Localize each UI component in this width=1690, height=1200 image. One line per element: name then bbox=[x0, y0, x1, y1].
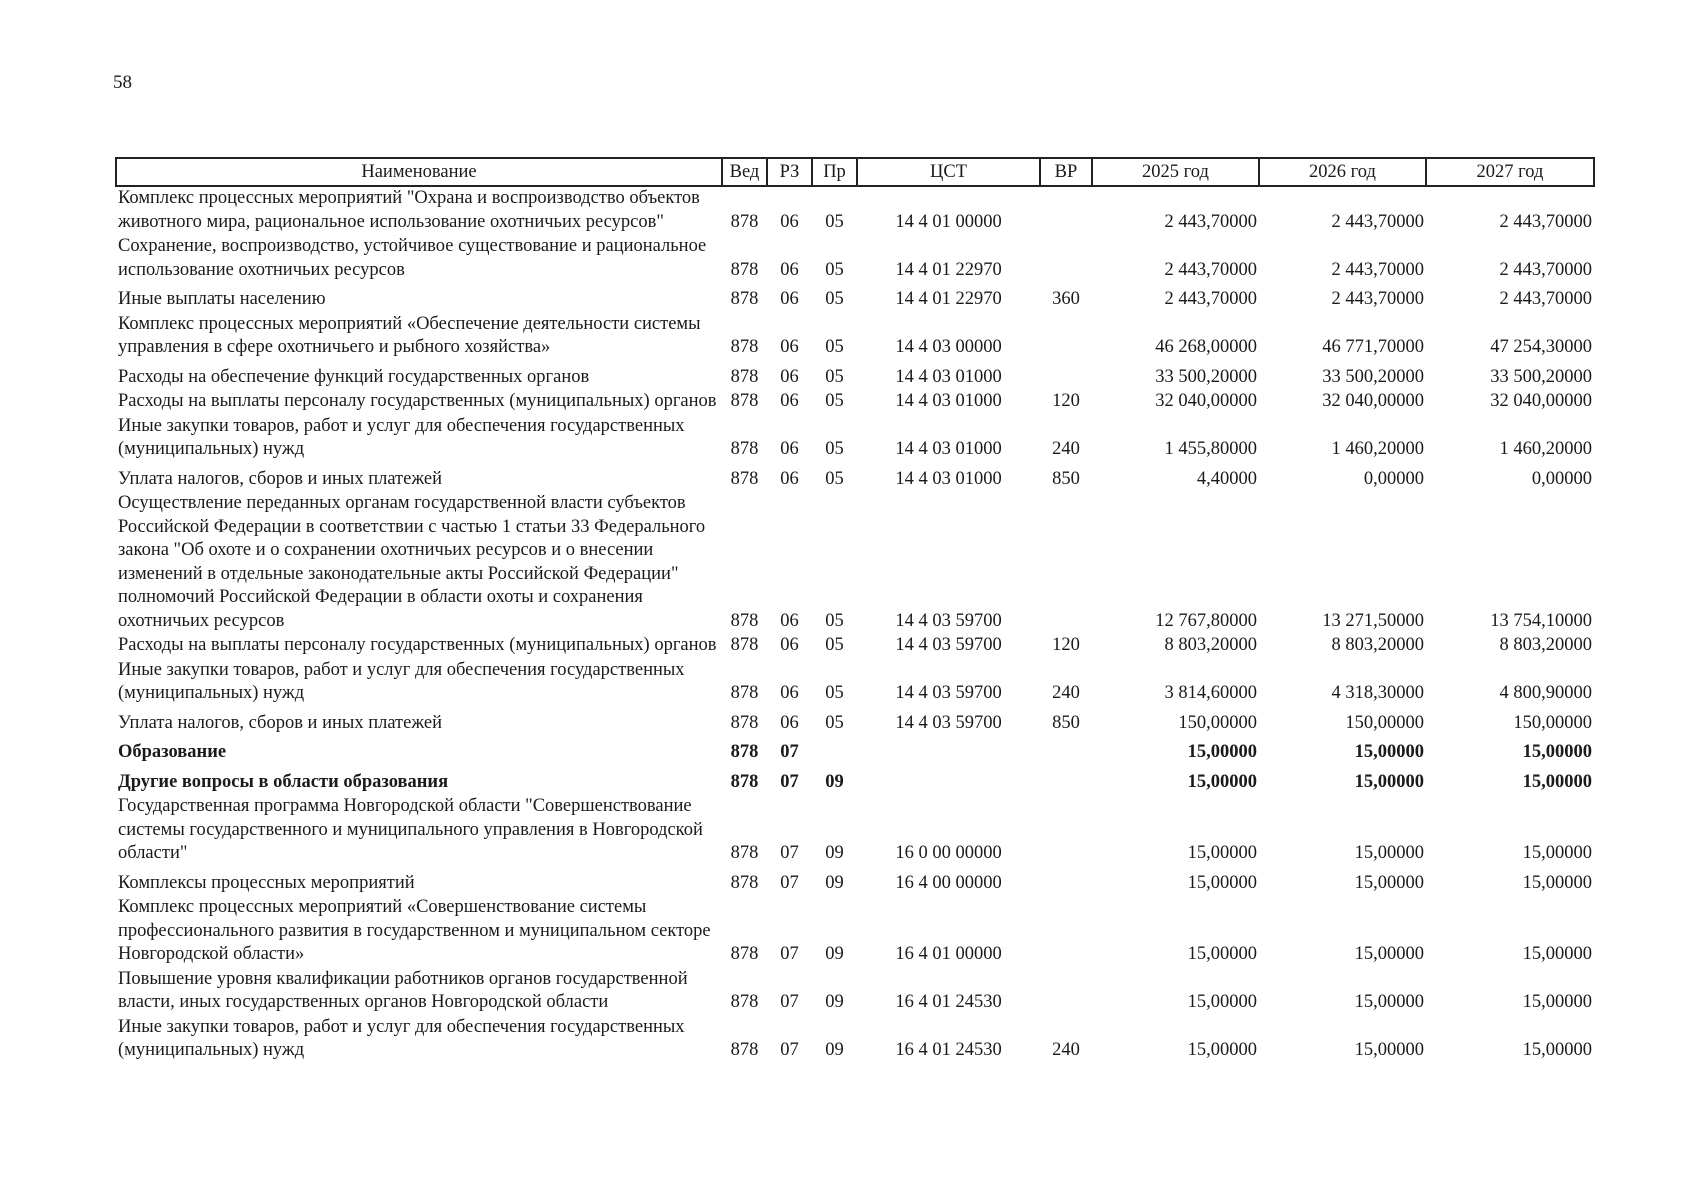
cell-rz: 07 bbox=[780, 944, 799, 964]
table-row bbox=[116, 283, 1594, 313]
cell-2027: 15,00000 bbox=[1522, 872, 1592, 893]
cell-2025: 4,40000 bbox=[1196, 468, 1257, 489]
cell-rz: 07 bbox=[780, 872, 799, 893]
cell-pr: 09 bbox=[825, 992, 844, 1012]
cell-2025: 15,00000 bbox=[1187, 872, 1257, 893]
table-row bbox=[116, 766, 1594, 796]
page-number: 58 bbox=[113, 72, 132, 93]
cell-vr bbox=[1040, 235, 1092, 283]
cell-2025: 46 268,00000 bbox=[1155, 337, 1257, 357]
cell-name: Иные закупки товаров, работ и услуг для обеспечения государственных (муниципальных) нужд bbox=[118, 659, 685, 703]
cell-2027: 1 460,20000 bbox=[1499, 439, 1592, 459]
cell-name: Другие вопросы в области образования bbox=[118, 771, 449, 792]
cell-ved: 878 bbox=[730, 635, 759, 655]
cell-vr bbox=[1040, 361, 1092, 391]
cell-ved: 878 bbox=[730, 771, 759, 792]
cell-2025: 2 443,70000 bbox=[1164, 259, 1257, 280]
cell-2025: 15,00000 bbox=[1187, 1040, 1257, 1060]
cell-pr: 05 bbox=[825, 337, 844, 357]
cell-vr bbox=[1040, 186, 1092, 235]
cell-2027: 2 443,70000 bbox=[1499, 289, 1592, 309]
cell-2025: 8 803,20000 bbox=[1164, 635, 1257, 655]
cell-cst: 14 4 03 01000 bbox=[895, 439, 1002, 459]
cell-cst bbox=[857, 766, 1040, 796]
table-row bbox=[116, 707, 1594, 737]
table-row bbox=[116, 968, 1594, 1016]
cell-ved: 878 bbox=[730, 439, 759, 459]
cell-vr: 240 bbox=[1052, 439, 1080, 459]
cell-cst: 16 4 01 00000 bbox=[895, 944, 1002, 964]
table-row bbox=[116, 186, 1594, 235]
cell-ved: 878 bbox=[730, 742, 759, 762]
cell-pr: 05 bbox=[825, 211, 844, 232]
cell-rz: 07 bbox=[780, 771, 799, 792]
cell-vr bbox=[1040, 736, 1092, 766]
cell-2027: 33 500,20000 bbox=[1490, 366, 1592, 387]
header-rz: РЗ bbox=[767, 158, 812, 186]
header-vr: ВР bbox=[1040, 158, 1092, 186]
cell-vr bbox=[1040, 896, 1092, 968]
table-row bbox=[116, 795, 1594, 867]
cell-cst: 16 0 00 00000 bbox=[895, 843, 1002, 863]
cell-pr: 05 bbox=[825, 635, 844, 655]
table-row bbox=[116, 492, 1594, 634]
cell-pr: 05 bbox=[825, 289, 844, 309]
cell-2027: 15,00000 bbox=[1522, 1040, 1592, 1060]
cell-2026: 13 271,50000 bbox=[1322, 610, 1424, 631]
cell-name: Уплата налогов, сборов и иных платежей bbox=[118, 468, 443, 489]
cell-2026: 150,00000 bbox=[1345, 712, 1424, 733]
cell-2027: 2 443,70000 bbox=[1499, 211, 1592, 232]
cell-rz: 07 bbox=[780, 742, 799, 762]
cell-2026: 4 318,30000 bbox=[1331, 683, 1424, 703]
cell-name: Расходы на обеспечение функций государственных органов bbox=[118, 366, 590, 387]
cell-cst: 16 4 00 00000 bbox=[895, 872, 1002, 893]
cell-2025: 3 814,60000 bbox=[1164, 683, 1257, 703]
cell-rz: 06 bbox=[780, 683, 799, 703]
cell-ved: 878 bbox=[730, 610, 759, 631]
cell-2026: 15,00000 bbox=[1354, 843, 1424, 863]
cell-ved: 878 bbox=[730, 712, 759, 733]
cell-vr bbox=[1040, 968, 1092, 1016]
cell-name: Образование bbox=[118, 742, 227, 762]
header-2025: 2025 год bbox=[1092, 158, 1259, 186]
cell-vr bbox=[1040, 492, 1092, 634]
header-2026: 2026 год bbox=[1259, 158, 1426, 186]
cell-cst: 14 4 03 59700 bbox=[895, 610, 1002, 631]
cell-rz: 06 bbox=[780, 366, 799, 387]
cell-ved: 878 bbox=[730, 468, 759, 489]
cell-pr: 09 bbox=[825, 944, 844, 964]
cell-cst: 14 4 03 59700 bbox=[895, 683, 1002, 703]
cell-2027: 4 800,90000 bbox=[1499, 683, 1592, 703]
cell-name: Расходы на выплаты персоналу государственных (муниципальных) органов bbox=[118, 635, 717, 655]
cell-2026: 0,00000 bbox=[1363, 468, 1424, 489]
cell-ved: 878 bbox=[730, 843, 759, 863]
cell-2027: 13 754,10000 bbox=[1490, 610, 1592, 631]
cell-pr: 05 bbox=[825, 391, 844, 411]
cell-name: Комплекс процессных мероприятий «Обеспечение деятельности системы управления в сфере охотничьего и рыбного хозяйства» bbox=[118, 313, 701, 357]
cell-name: Осуществление переданных органам государственной власти субъектов Российской Федерации в соответствии с частью 1 статьи 33 Федерального закона "Об охоте и о сохранении охотничьих ресурсов и о внесении изменений в отдельные законодательные акты Российской Федерации" полномочий Российской Федерации в области охоты и сохранения охотничьих ресурсов bbox=[118, 493, 706, 631]
cell-ved: 878 bbox=[730, 366, 759, 387]
cell-2025: 15,00000 bbox=[1187, 944, 1257, 964]
cell-pr: 09 bbox=[825, 1040, 844, 1060]
cell-rz: 06 bbox=[780, 337, 799, 357]
table-row bbox=[116, 313, 1594, 361]
cell-vr: 850 bbox=[1052, 712, 1080, 733]
cell-cst bbox=[857, 736, 1040, 766]
cell-pr: 05 bbox=[825, 259, 844, 280]
cell-2027: 15,00000 bbox=[1522, 771, 1592, 792]
cell-vr: 360 bbox=[1052, 289, 1080, 309]
cell-pr: 09 bbox=[825, 872, 844, 893]
table-row bbox=[116, 1016, 1594, 1064]
cell-vr bbox=[1040, 766, 1092, 796]
cell-2026: 33 500,20000 bbox=[1322, 366, 1424, 387]
cell-rz: 06 bbox=[780, 468, 799, 489]
cell-2026: 15,00000 bbox=[1354, 872, 1424, 893]
cell-name: Государственная программа Новгородской области "Совершенствование системы государственного и муниципального управления в Новгородской области" bbox=[118, 796, 703, 863]
cell-name: Комплекс процессных мероприятий «Совершенствование системы профессионального развития в государственном и муниципальном секторе Новгородской области» bbox=[118, 897, 711, 964]
cell-2026: 15,00000 bbox=[1354, 1040, 1424, 1060]
cell-2027: 15,00000 bbox=[1522, 843, 1592, 863]
table-row bbox=[116, 415, 1594, 463]
table-row bbox=[116, 896, 1594, 968]
cell-ved: 878 bbox=[730, 683, 759, 703]
cell-2026: 15,00000 bbox=[1354, 742, 1424, 762]
cell-cst: 16 4 01 24530 bbox=[895, 992, 1002, 1012]
cell-2025: 32 040,00000 bbox=[1155, 391, 1257, 411]
cell-name: Уплата налогов, сборов и иных платежей bbox=[118, 712, 443, 733]
cell-cst: 14 4 03 59700 bbox=[895, 635, 1002, 655]
cell-2026: 8 803,20000 bbox=[1331, 635, 1424, 655]
cell-2025: 33 500,20000 bbox=[1155, 366, 1257, 387]
table-row bbox=[116, 659, 1594, 707]
cell-name: Расходы на выплаты персоналу государственных (муниципальных) органов bbox=[118, 391, 717, 411]
table-row bbox=[116, 867, 1594, 897]
cell-name: Иные закупки товаров, работ и услуг для обеспечения государственных (муниципальных) нужд bbox=[118, 1016, 685, 1060]
cell-ved: 878 bbox=[730, 337, 759, 357]
table-row bbox=[116, 235, 1594, 283]
cell-rz: 07 bbox=[780, 1040, 799, 1060]
cell-pr: 05 bbox=[825, 610, 844, 631]
cell-2027: 47 254,30000 bbox=[1490, 337, 1592, 357]
cell-2025: 2 443,70000 bbox=[1164, 289, 1257, 309]
cell-rz: 07 bbox=[780, 992, 799, 1012]
table-row bbox=[116, 634, 1594, 659]
cell-cst: 14 4 03 00000 bbox=[895, 337, 1002, 357]
cell-vr bbox=[1040, 313, 1092, 361]
cell-name: Комплекс процессных мероприятий "Охрана и воспроизводство объектов животного мира, рациональное использование охотничьих ресурсов" bbox=[118, 188, 700, 232]
cell-cst: 14 4 01 00000 bbox=[895, 211, 1002, 232]
cell-rz: 07 bbox=[780, 843, 799, 863]
cell-vr bbox=[1040, 867, 1092, 897]
cell-ved: 878 bbox=[730, 872, 759, 893]
cell-2026: 15,00000 bbox=[1354, 944, 1424, 964]
cell-cst: 14 4 03 01000 bbox=[895, 391, 1002, 411]
cell-cst: 14 4 01 22970 bbox=[895, 289, 1002, 309]
cell-pr: 09 bbox=[825, 843, 844, 863]
cell-rz: 06 bbox=[780, 439, 799, 459]
cell-2026: 15,00000 bbox=[1354, 771, 1424, 792]
cell-vr: 240 bbox=[1052, 1040, 1080, 1060]
cell-ved: 878 bbox=[730, 289, 759, 309]
cell-name: Иные выплаты населению bbox=[118, 289, 326, 309]
cell-2026: 2 443,70000 bbox=[1331, 211, 1424, 232]
cell-cst: 14 4 03 01000 bbox=[895, 468, 1002, 489]
cell-ved: 878 bbox=[730, 944, 759, 964]
cell-rz: 06 bbox=[780, 211, 799, 232]
cell-rz: 06 bbox=[780, 259, 799, 280]
cell-name: Комплексы процессных мероприятий bbox=[118, 872, 415, 893]
cell-vr: 850 bbox=[1052, 468, 1080, 489]
cell-ved: 878 bbox=[730, 259, 759, 280]
cell-vr: 120 bbox=[1052, 635, 1080, 655]
cell-2027: 15,00000 bbox=[1522, 944, 1592, 964]
cell-2025: 15,00000 bbox=[1187, 742, 1257, 762]
cell-2025: 2 443,70000 bbox=[1164, 211, 1257, 232]
table-row bbox=[116, 736, 1594, 766]
cell-2026: 46 771,70000 bbox=[1322, 337, 1424, 357]
cell-cst: 14 4 03 01000 bbox=[895, 366, 1002, 387]
cell-2025: 15,00000 bbox=[1187, 992, 1257, 1012]
cell-rz: 06 bbox=[780, 610, 799, 631]
header-ved: Вед bbox=[722, 158, 767, 186]
cell-name: Повышение уровня квалификации работников органов государственной власти, иных государственных органов Новгородской области bbox=[118, 968, 688, 1012]
header-cst: ЦСТ bbox=[857, 158, 1040, 186]
cell-2027: 15,00000 bbox=[1522, 742, 1592, 762]
cell-2026: 15,00000 bbox=[1354, 992, 1424, 1012]
cell-name: Иные закупки товаров, работ и услуг для обеспечения государственных (муниципальных) нужд bbox=[118, 415, 685, 459]
table-row bbox=[116, 463, 1594, 493]
cell-pr: 05 bbox=[825, 468, 844, 489]
cell-2026: 2 443,70000 bbox=[1331, 289, 1424, 309]
cell-rz: 06 bbox=[780, 289, 799, 309]
header-2027: 2027 год bbox=[1426, 158, 1594, 186]
cell-pr bbox=[812, 736, 857, 766]
cell-rz: 06 bbox=[780, 712, 799, 733]
cell-2025: 15,00000 bbox=[1187, 843, 1257, 863]
cell-ved: 878 bbox=[730, 992, 759, 1012]
header-pr: Пр bbox=[812, 158, 857, 186]
budget-table bbox=[115, 157, 1595, 1064]
cell-2027: 0,00000 bbox=[1531, 468, 1592, 489]
cell-vr: 240 bbox=[1052, 683, 1080, 703]
cell-2025: 150,00000 bbox=[1178, 712, 1257, 733]
cell-2027: 15,00000 bbox=[1522, 992, 1592, 1012]
cell-pr: 05 bbox=[825, 366, 844, 387]
cell-rz: 06 bbox=[780, 391, 799, 411]
cell-cst: 14 4 03 59700 bbox=[895, 712, 1002, 733]
cell-2026: 1 460,20000 bbox=[1331, 439, 1424, 459]
cell-cst: 14 4 01 22970 bbox=[895, 259, 1002, 280]
cell-2025: 15,00000 bbox=[1187, 771, 1257, 792]
cell-cst: 16 4 01 24530 bbox=[895, 1040, 1002, 1060]
table-header-row bbox=[116, 158, 1594, 186]
cell-vr bbox=[1040, 795, 1092, 867]
cell-2027: 8 803,20000 bbox=[1499, 635, 1592, 655]
cell-name: Сохранение, воспроизводство, устойчивое существование и рациональное использование охотничьих ресурсов bbox=[118, 236, 707, 280]
cell-vr: 120 bbox=[1052, 391, 1080, 411]
cell-2027: 32 040,00000 bbox=[1490, 391, 1592, 411]
table-row bbox=[116, 361, 1594, 391]
header-name: Наименование bbox=[116, 158, 722, 186]
cell-2027: 2 443,70000 bbox=[1499, 259, 1592, 280]
cell-ved: 878 bbox=[730, 1040, 759, 1060]
cell-2026: 32 040,00000 bbox=[1322, 391, 1424, 411]
cell-2025: 12 767,80000 bbox=[1155, 610, 1257, 631]
cell-ved: 878 bbox=[730, 391, 759, 411]
cell-pr: 05 bbox=[825, 712, 844, 733]
cell-pr: 05 bbox=[825, 683, 844, 703]
cell-rz: 06 bbox=[780, 635, 799, 655]
cell-2025: 1 455,80000 bbox=[1164, 439, 1257, 459]
table-row bbox=[116, 390, 1594, 415]
cell-ved: 878 bbox=[730, 211, 759, 232]
cell-pr: 05 bbox=[825, 439, 844, 459]
cell-2027: 150,00000 bbox=[1513, 712, 1592, 733]
cell-pr: 09 bbox=[825, 771, 844, 792]
cell-2026: 2 443,70000 bbox=[1331, 259, 1424, 280]
